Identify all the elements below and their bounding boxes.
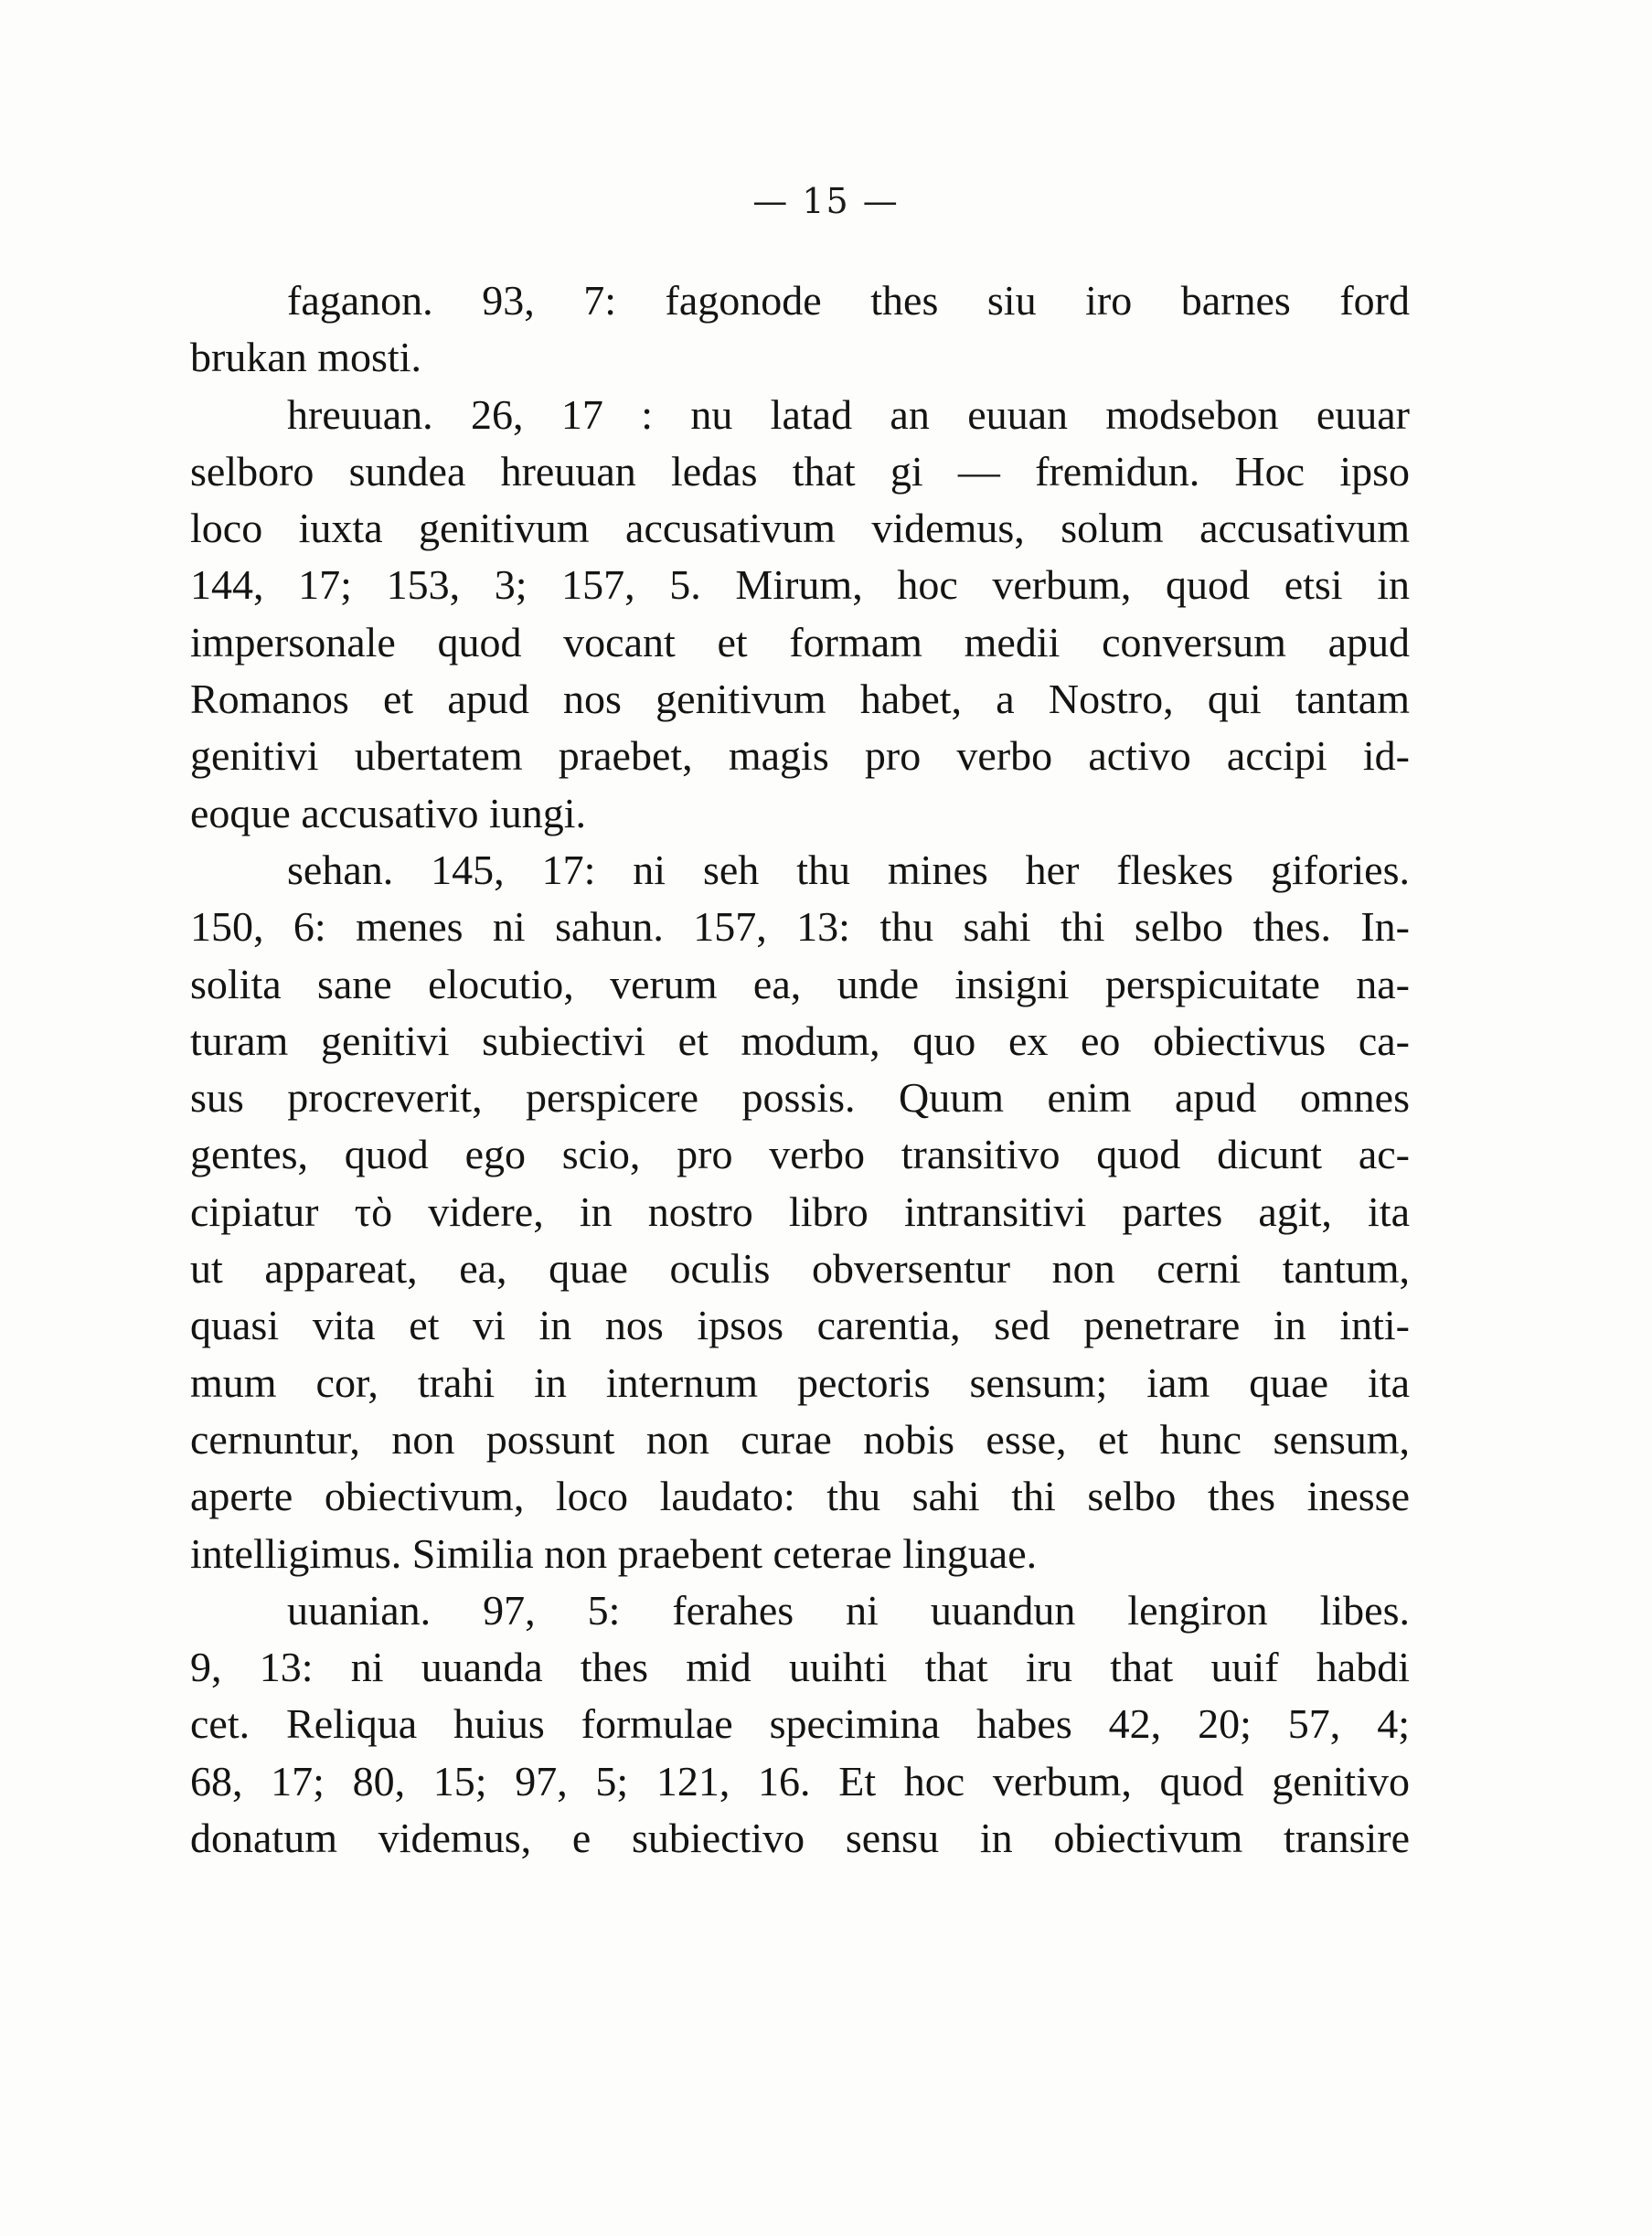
text-line: solita sane elocutio, verum ea, unde insigni perspicuitate na- <box>190 960 1410 1007</box>
text-line: mum cor, trahi in internum pectoris sensum; iam quae ita <box>190 1358 1410 1406</box>
text-line: quasi vita et vi in nos ipsos carentia, sed penetrare in inti- <box>190 1302 1410 1349</box>
text-line: impersonale quod vocant et formam medii conversum apud <box>190 618 1410 665</box>
text-line: 150, 6: menes ni sahun. 157, 13: thu sahi thi selbo thes. In- <box>190 903 1410 951</box>
text-line: donatum videmus, e subiectivo sensu in obiectivum transire <box>190 1815 1410 1862</box>
text-line: loco iuxta genitivum accusativum videmus, solum accusativum <box>190 505 1410 552</box>
text-line: Romanos et apud nos genitivum habet, a Nostro, qui tantam <box>190 676 1410 723</box>
text-line: aperte obiectivum, loco laudato: thu sahi thi selbo thes inesse <box>190 1473 1410 1520</box>
text-line: sus procreverit, perspicere possis. Quum enim apud omnes <box>190 1074 1410 1122</box>
page-number: — 15 — <box>752 181 900 221</box>
text-line: 68, 17; 80, 15; 97, 5; 121, 16. Et hoc verbum, quod genitivo <box>190 1757 1410 1805</box>
text-line: cet. Reliqua huius formulae specimina habes 42, 20; 57, 4; <box>190 1700 1410 1748</box>
text-line: brukan mosti. <box>190 334 421 381</box>
text-line: cipiatur τὸ videre, in nostro libro intransitivi partes agit, ita <box>190 1187 1410 1235</box>
text-line: cernuntur, non possunt non curae nobis esse, et hunc sensum, <box>190 1415 1410 1463</box>
text-line: 9, 13: ni uuanda thes mid uuihti that iru that uuif habdi <box>190 1644 1410 1691</box>
text-line: turam genitivi subiectivi et modum, quo ex eo obiectivus ca- <box>190 1017 1410 1064</box>
text-line: eoque accusativo iungi. <box>190 789 587 836</box>
text-line: 144, 17; 153, 3; 157, 5. Mirum, hoc verbum, quod etsi in <box>190 561 1410 609</box>
text-line: ut appareat, ea, quae oculis obversentur non cerni tantum, <box>190 1245 1410 1293</box>
body-text <box>190 272 1410 1867</box>
text-line: hreuuan. 26, 17 : nu latad an euuan modsebon euuar <box>287 390 1410 438</box>
text-line: selboro sundea hreuuan ledas that gi — fremidun. Hoc ipso <box>190 447 1410 495</box>
text-line: faganon. 93, 7: fagonode thes siu iro barnes ford <box>287 277 1410 324</box>
text-line: gentes, quod ego scio, pro verbo transitivo quod dicunt ac- <box>190 1131 1410 1178</box>
text-line: intelligimus. Similia non praebent ceterae linguae. <box>190 1529 1038 1577</box>
text-line: sehan. 145, 17: ni seh thu mines her fleskes gifories. <box>287 846 1410 893</box>
text-line: genitivi ubertatem praebet, magis pro verbo activo accipi id- <box>190 732 1410 780</box>
text-line: uuanian. 97, 5: ferahes ni uuandun lengiron libes. <box>287 1586 1410 1634</box>
